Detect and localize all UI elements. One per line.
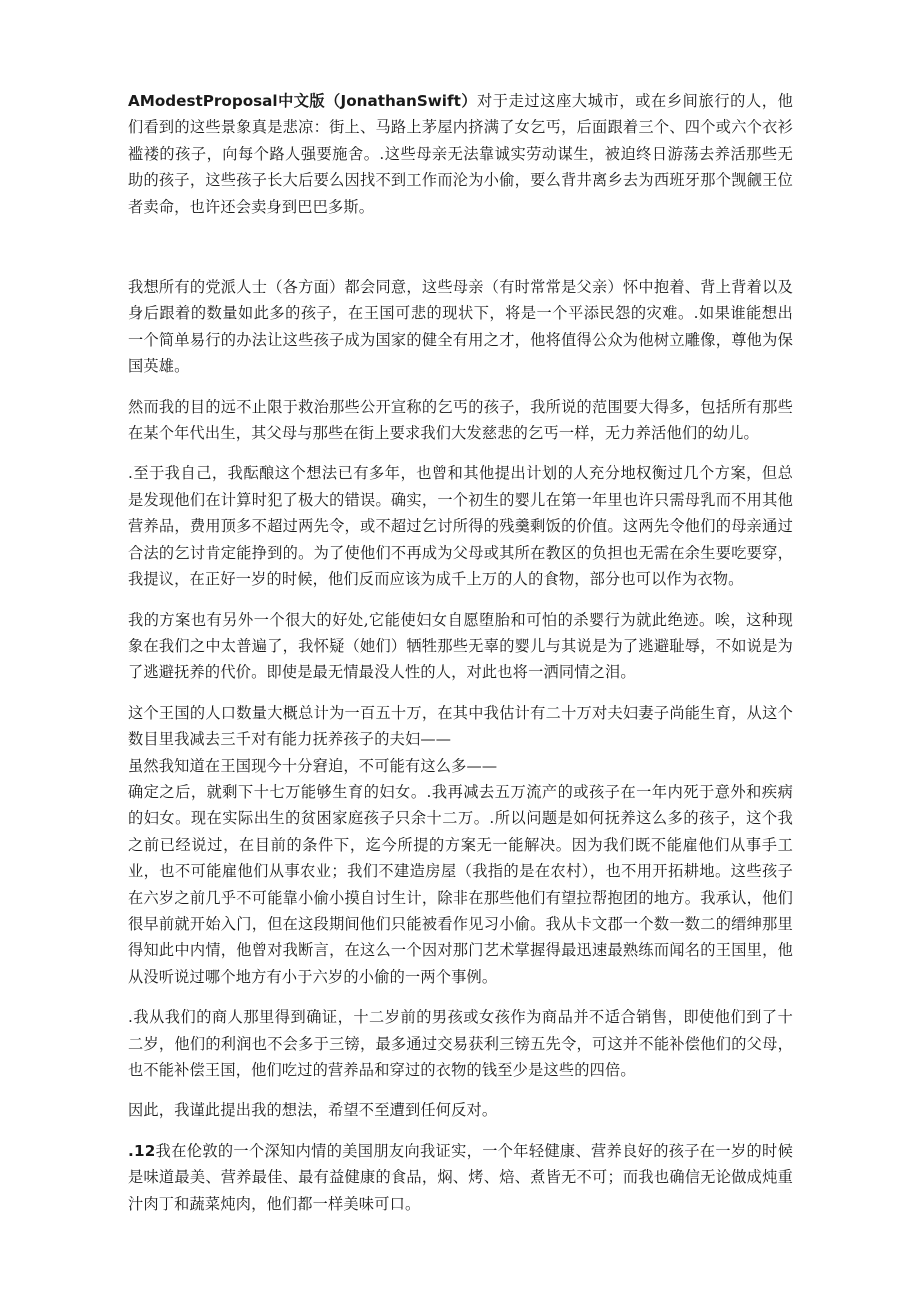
intro-paragraph: [128, 88, 793, 220]
paragraph-7: .我从我们的商人那里得到确证，十二岁前的男孩或女孩作为商品并不适合销售，即使他们到了十二岁，他们的利润也不会多于三镑，最多通过交易获利三镑五先令，可这并不能补偿他们的父母，也不能补偿王国，他们吃过的营养品和穿过的衣物的钱至少是这些的四倍。: [128, 1008, 793, 1079]
paragraph-3: 然而我的目的远不止限于救治那些公开宣称的乞丐的孩子，我所说的范围要大得多，包括所有那些在某个年代出生，其父母与那些在街上要求我们大发慈悲的乞丐一样，无力养活他们的幼儿。: [128, 397, 793, 443]
paragraph-9: [128, 1138, 793, 1217]
paragraph-4: .至于我自己，我酝酿这个想法已有多年，也曾和其他提出计划的人充分地权衡过几个方案，但总是发现他们在计算时犯了极大的错误。确实，一个初生的婴儿在第一年里也许只需母乳而不用其他营养品，费用顶多不超过两先令，或不超过乞讨所得的残羹剩饭的价值。这两先令他们的母亲通过合法的乞讨肯定能挣到的。为了使他们不再成为父母或其所在教区的负担也无需在余生要吃要穿，我提议，在正好一岁的时候，他们反而应该为成千上万的人的食物，部分也可以作为衣物。: [128, 464, 793, 589]
paragraph-6b: 虽然我知道在王国现今十分窘迫，不可能有这么多——: [128, 756, 498, 775]
paragraph-5: 我的方案也有另外一个很大的好处,它能使妇女自愿堕胎和可怕的杀婴行为就此绝迹。唉，这种现象在我们之中太普遍了，我怀疑（她们）牺牲那些无辜的婴儿与其说是为了逃避耻辱，不如说是为了逃避抚养的代价。即使是最无情最没人性的人，对此也将一洒同情之泪。: [128, 610, 793, 682]
paragraph-8: 因此，我谨此提出我的想法，希望不至遭到任何反对。: [128, 1101, 498, 1120]
document-title: AModestProposal中文版（JonathanSwift）: [128, 92, 477, 110]
paragraph-9-number: .12: [128, 1141, 156, 1160]
paragraph-1-text: 对于走过这座大城市，或在乡间旅行的人，他们看到的这些景象真是悲凉：街上、马路上茅屋内挤满了女乞丐，后面跟着三个、四个或六个衣衫褴褛的孩子，向每个路人强要施舍。.这些母亲无法靠诚实劳动谋生，被迫终日游荡去养活那些无助的孩子，这些孩子长大后要么因找不到工作而沦为小偷，要么背井离乡去为西班牙那个觊觎王位者卖命，也许还会卖身到巴巴多斯。: [128, 92, 794, 216]
paragraph-9-text: 我在伦敦的一个深知内情的美国朋友向我证实，一个年轻健康、营养良好的孩子在一岁的时候是味道最美、营养最佳、最有益健康的食品，焖、烤、焙、煮皆无不可；而我也确信无论做成炖重汁肉丁和蔬菜炖肉，他们都一样美味可口。: [128, 1141, 793, 1213]
paragraph-6a: 这个王国的人口数量大概总计为一百五十万，在其中我估计有二十万对夫妇妻子尚能生育，从这个数目里我减去三千对有能力抚养孩子的夫妇——: [128, 703, 793, 749]
document-page: [128, 88, 793, 1217]
paragraph-2: 我想所有的党派人士（各方面）都会同意，这些母亲（有时常常是父亲）怀中抱着、背上背着以及身后跟着的数量如此多的孩子，在王国可悲的现状下，将是一个平添民怨的灾难。.如果谁能想出一个简单易行的办法让这些孩子成为国家的健全有用之才，他将值得公众为他树立雕像，尊他为保国英雄。: [128, 278, 793, 376]
paragraph-6c: 确定之后，就剩下十七万能够生育的妇女。.我再减去五万流产的或孩子在一年内死于意外和疾病的妇女。现在实际出生的贫困家庭孩子只余十二万。.所以问题是如何抚养这么多的孩子，这个我之前已经说过，在目前的条件下，迄今所提的方案无一能解决。因为我们既不能雇他们从事手工业，也不可能雇他们从事农业；我们不建造房屋（我指的是在农村），也不用开拓耕地。这些孩子在六岁之前几乎不可能靠小偷小摸自讨生计，除非在那些他们有望拉帮抱团的地方。我承认，他们很早前就开始入门，但在这段期间他们只能被看作见习小偷。我从卡文郡一个数一数二的缙绅那里得知此中内情，他曾对我断言，在这么一个因对那门艺术掌握得最迅速最熟练而闻名的王国里，他从没听说过哪个地方有小于六岁的小偷的一两个事例。: [128, 782, 793, 986]
